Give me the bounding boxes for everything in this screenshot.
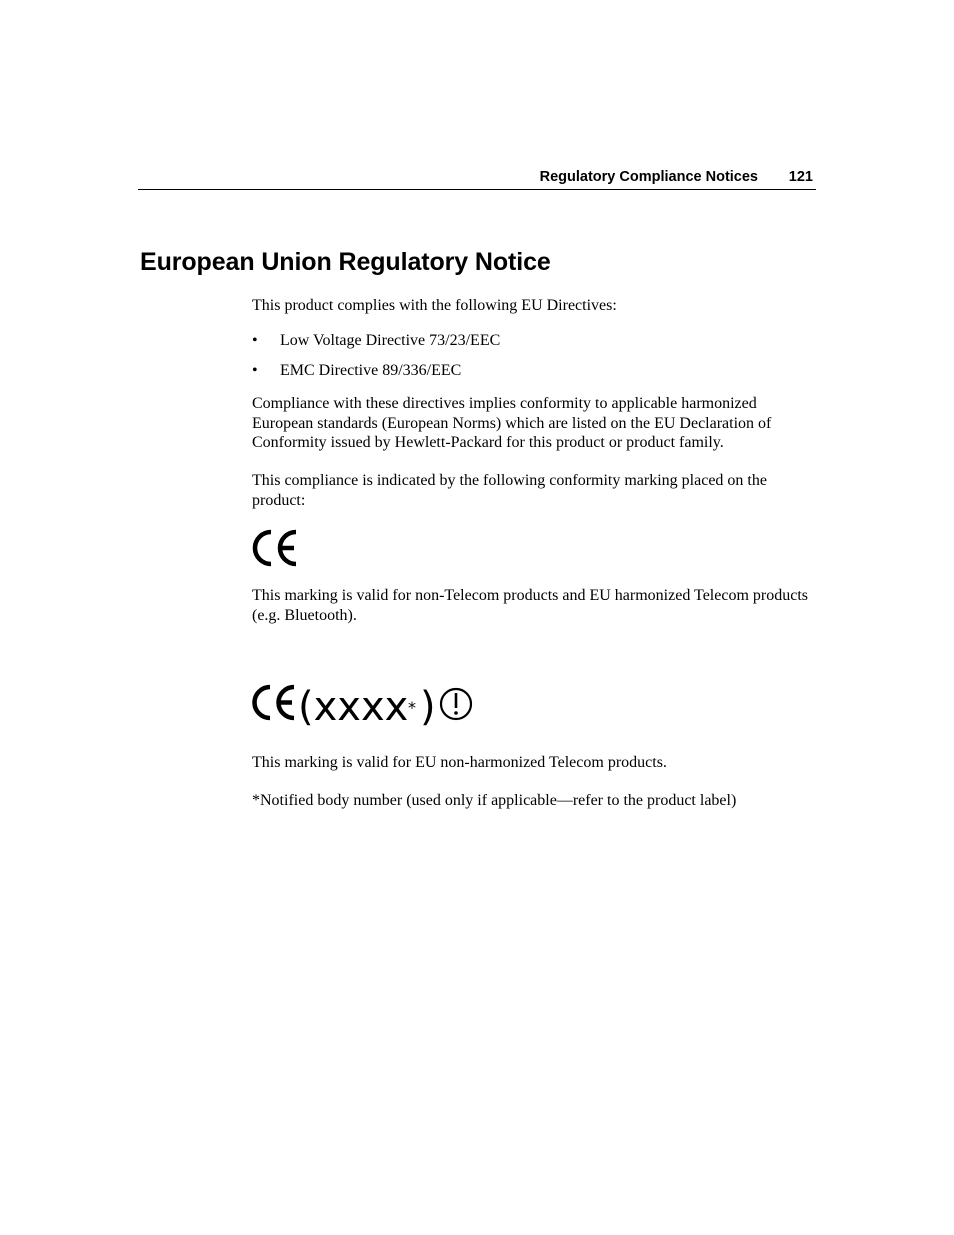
marking-intro-paragraph: This compliance is indicated by the following conformity marking placed on the product:	[252, 472, 767, 509]
bullet: •	[252, 362, 258, 379]
page-title: European Union Regulatory Notice	[140, 248, 551, 276]
running-header	[138, 168, 816, 190]
notified-body-asterisk: *	[408, 698, 416, 717]
bullet: •	[252, 332, 258, 349]
marking-valid-harmonized-paragraph: This marking is valid for non-Telecom products and EU harmonized Telecom products (e.g. Bluetooth).	[252, 587, 808, 624]
marking-valid-nonharmonized-paragraph: This marking is valid for EU non-harmonized Telecom products.	[252, 754, 667, 771]
ce-mark-with-notified-body-and-alert-icon	[250, 682, 478, 732]
header-section-title: Regulatory Compliance Notices	[539, 169, 758, 185]
ce-mark-icon	[250, 528, 302, 568]
notified-body-footnote: *Notified body number (used only if applicable—refer to the product label)	[252, 792, 737, 809]
notified-body-number: (xxxx	[298, 684, 409, 730]
compliance-paragraph: Compliance with these directives implies conformity to applicable harmonized European standards (European Norms) which are listed on the EU Declaration of Conformity issued by Hewlett-Packard for this product or product family.	[252, 395, 772, 451]
page-number: 121	[788, 169, 813, 185]
closing-paren: )	[420, 684, 436, 730]
intro-text: This product complies with the following EU Directives:	[252, 297, 617, 314]
directive-label: Low Voltage Directive 73/23/EEC	[280, 332, 501, 349]
directive-label: EMC Directive 89/336/EEC	[280, 362, 462, 379]
